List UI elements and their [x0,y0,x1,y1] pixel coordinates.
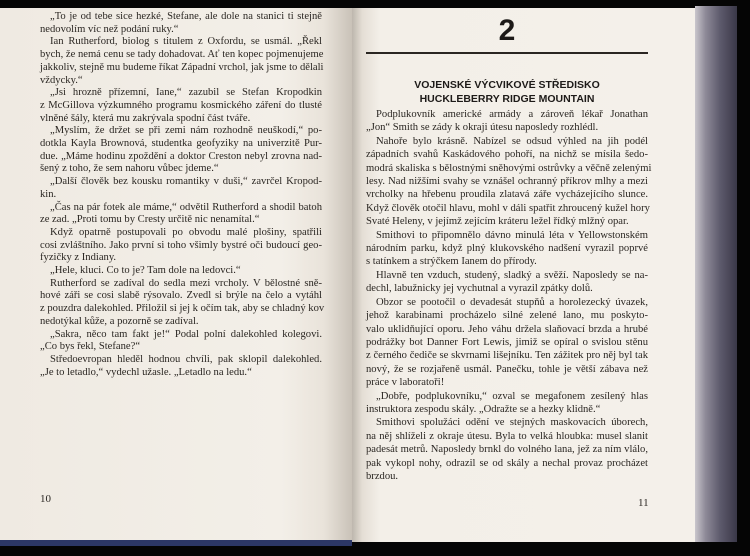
text-line: Hlavně ten vzduch, studený, sladký a svěží. Naposledy se na- [376,269,648,281]
paragraph [366,269,648,296]
paragraph [40,329,322,354]
chapter-number: 2 [498,14,516,47]
text-line: Když člověk otočil hlavu, mohl v dáli spatřit zhroucený kužel hory [366,202,650,214]
text-line: padesát metrů. Naposledy brnkl do volného lana, jež za ním vlálo, [366,444,648,456]
text-line: vždycky.“ [40,74,83,86]
page-number-left: 10 [40,493,51,505]
text-line: „Myslím, že držet se při zemi nám rozhodně neuškodí,“ po- [50,125,322,137]
paragraph [366,416,648,483]
book-cover-edge [0,540,352,546]
text-line: kin. [40,188,57,200]
text-line: valo uklidňující oporu. Jeho váhu držela slaňovací brzda a hrubé [366,323,648,335]
text-line: „Hele, kluci. Co to je? Tam dole na ledovci.“ [50,265,241,277]
text-line: nový, že se rozjařeně usmál. Panečku, tohle je větší zábava než [366,363,648,375]
text-line: „Čas na pár fotek ale máme,“ odvětil Rutherford a shodil batoh [50,201,322,213]
text-line: Podplukovník americké armády a zároveň lékař Jonathan [376,109,648,120]
text-line: lesy. Nad nižšími svahy se vznášel ochranný příkrov mlhy a mezi [366,176,648,188]
paragraph [366,108,648,135]
text-line: „Dobře, podplukovníku,“ ozval se megafonem zesílený hlas [376,390,648,402]
text-line: nedotýkal kůže, a pozorně se zadíval. [40,315,199,327]
right-page-body [366,108,652,483]
paragraph [366,229,648,269]
text-line: instruktora zespodu skály. „Odražte se a hezky klidně.“ [366,403,601,415]
text-line: práce v laboratoři! [366,377,445,389]
text-line: jakkoliv, stejně mu budeme říkat Západní vrchol, jak jsme to dělali [40,61,324,73]
text-line: z černého čediče se skvrnami lišejníku. Ten zážitek pro něj byl tak [366,350,648,362]
paragraph [366,135,652,229]
text-line: nedovolím víc než podání ruky.“ [40,23,179,35]
paragraph [40,202,322,227]
text-line: šený z toho, že sem nahoru vůbec jdeme.“ [40,163,219,175]
text-line: Smithovi spolužáci odění ve stejných maskovacích úborech, [376,417,648,429]
paragraph [366,390,648,417]
text-line: dotkla Kayla Brownová, studentka geofyziky na univerzitě Pur- [40,138,322,150]
text-line: vrcholky na hřebenu proudila zlatavá záře vycházejícího slunce. [366,189,648,201]
paragraph [40,176,322,201]
chapter-title [366,78,648,106]
text-line: podrážky bot Danner Fort Lewis, jimiž se opíral o svislou stěnu [366,336,648,348]
text-line: „Sakra, něco tam fakt je!“ Podal polní dalekohled kolegovi. [50,328,322,340]
text-line: s tatínkem a strýčkem Ianem do přírody. [366,256,537,268]
text-line: „To je od tebe sice hezké, Stefane, ale dole na stanici ti stejně [50,11,322,22]
paragraph [40,11,322,36]
text-line: „Další člověk bez kousku romantiky v duši,“ zavrčel Kropod- [50,176,322,188]
text-line: západních svahů Kaskádového pohoří, na nichž se mísila šedo- [366,149,648,161]
text-line: Středoevropan hleděl hodnou chvíli, pak sklopil dalekohled. [50,353,322,365]
text-line: brzdou. [366,470,399,482]
text-line: bych, že nemá cenu se tady dohadovat. Ať ten kopec pojmenujeme [40,49,324,61]
text-line: dechl, labužnicky jej vychutnal a vyrazil zpátky dolů. [366,283,593,295]
text-line: jehož karabinami procházelo silné zelené lano, mu poskyto- [366,310,648,322]
text-line: due. „Máme hodinu zpoždění a doktor Creston nebyl zrovna nad- [40,150,322,162]
text-line: Ian Rutherford, biolog s titulem z Oxfordu, se usmál. „Řekl [50,36,322,48]
text-line: z pouzdra dalekohled. Přiložil si jej k očím tak, aby se chladný kov [40,303,325,315]
text-line: cosi zvláštního. Jako první si toho všimly bystré oči budoucí geo- [40,239,322,251]
text-line: Smithovi to připomnělo dávno minulá léta v Yellowstonském [376,229,648,241]
paragraph [40,227,322,265]
paragraph [40,36,322,87]
text-line: modrá skaliska s bělostnými sněhovými ostrůvky a věčně zelenými [366,162,652,174]
text-line: „Je to letadlo,“ vydechl užasle. „Letadlo na ledu.“ [40,366,252,378]
paragraph [40,87,322,125]
text-line: „Co bys řekl, Stefane?“ [40,341,141,353]
text-line: Když opatrně postupovali po obvodu malé plošiny, spatřili [50,226,322,238]
text-line: vlněné šály, která mu zakrývala spodní část tváře. [40,112,251,124]
text-line: Obzor se pootočil o devadesát stupňů a horolezecký úvazek, [376,296,648,308]
text-line: z McGillova výzkumného programu kosmického záření do tlusté [40,99,322,111]
text-line: pak vykopl nohy, odrazil se od skály a nechal provaz procházet [366,457,648,469]
paragraph [40,277,325,329]
text-line: „Jon“ Smith se zády k okraji útesu naposledy rozhlédl. [366,122,599,134]
page-stack-edge [695,6,737,542]
paragraph [40,125,322,176]
text-line: na něj shlíželi z okraje útesu. Byla to velká hloubka: musel slanit [366,430,648,442]
text-line: Nahoře bylo krásně. Nabízel se odsud výhled na jih podél [376,135,648,147]
left-page-body [40,11,325,379]
text-line: ze zad. „Proti tomu by Cresty určitě nic nenamítal.“ [40,214,260,226]
page-number-right: 11 [638,497,649,509]
paragraph [40,354,322,379]
text-line: hové záři se cosi slabě rýsovalo. Zvedl si brýle na čelo a vytáhl [40,290,322,302]
text-line: Svaté Heleny, v jejímž zejícím kráteru ležel řídký mlžný opar. [366,216,629,228]
chapter-title-line: HUCKLEBERRY RIDGE MOUNTAIN [419,93,595,105]
paragraph [366,296,648,390]
text-line: „Jsi hrozně přízemní, Iane,“ zazubil se Stefan Kropodkin [50,87,322,99]
text-line: fyzičky z Indiany. [40,252,117,264]
chapter-title-line: VOJENSKÉ VÝCVIKOVÉ STŘEDISKO [414,79,600,91]
paragraph [40,265,322,278]
text-line: Rutherford se zadíval do sedla mezi vrcholy. V bělostné sně- [50,277,322,289]
chapter-divider [366,52,648,54]
text-line: národním parku, když plný klukovského nadšení vyrazil poprvé [366,243,648,255]
